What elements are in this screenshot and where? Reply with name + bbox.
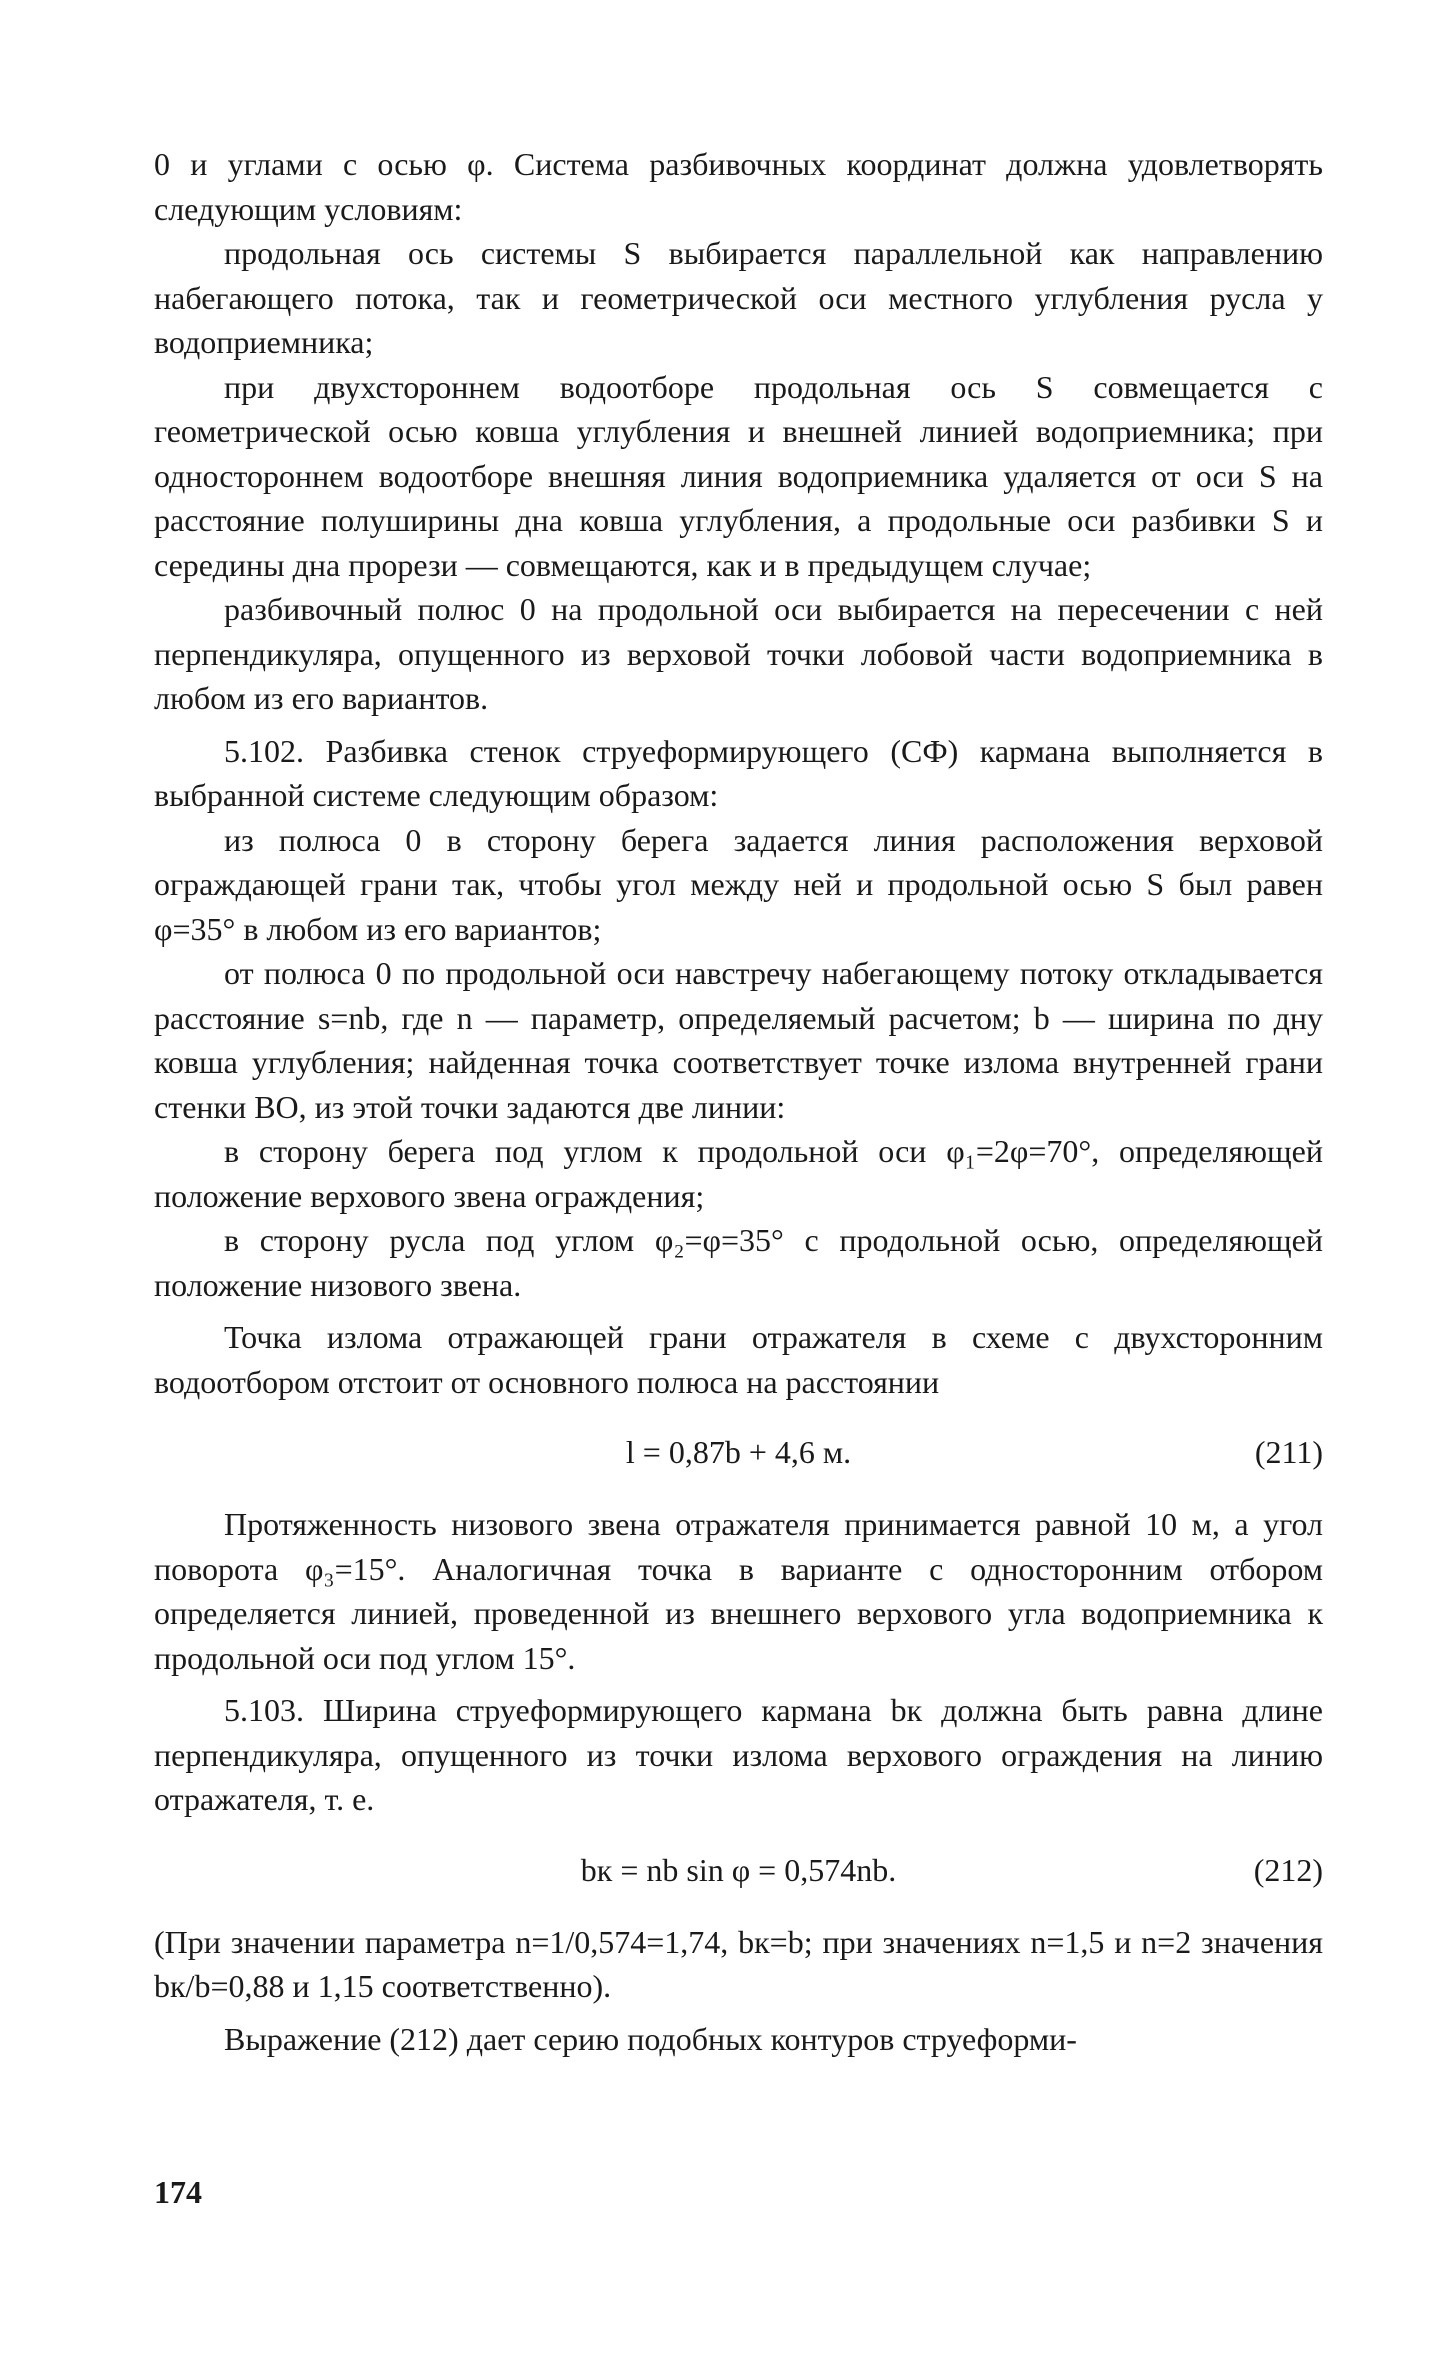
paragraph-condition-axis: продольная ось системы S выбирается параллельной как направлению набегающего потока, так и геометрической оси местного углубления русла у водоприемника; [154, 235, 1323, 360]
paragraph-section-5-103: 5.103. Ширина струеформирующего кармана bк должна быть равна длине перпендикуляра, опущенного из точки излома верхового ограждения на линию отражателя, т. е. [154, 1692, 1323, 1817]
paragraph-step-upper-edge: из полюса 0 в сторону берега задается линия расположения верховой ограждающей грани так, чтобы угол между ней и продольной осью S был равен φ=35° в любом из его вариантов; [154, 821, 1323, 947]
paragraph-expression-212: Выражение (212) дает серию подобных контуров струеформи- [224, 2020, 1077, 2057]
paragraph-section-5-102: 5.102. Разбивка стенок струеформирующего (СФ) кармана выполняется в выбранной системе следующим образом: [154, 732, 1323, 813]
equation-212-expression: bк = nb sin φ = 0,574nb. [580, 1851, 897, 1888]
equation-212-number: (212) [1253, 1851, 1323, 1888]
paragraph-condition-two-sided: при двухстороннем водоотборе продольная ось S совмещается с геометрической осью ковша углубления и внешней линией водоприемника; при одностороннем водоотборе внешняя линия водоприемника удаляется от оси S на расстояние полуширины дна ковша углубления, а продольные оси разбивки S и середины дна прорези — совмещаются, как и в предыдущем случае; [154, 368, 1323, 583]
equation-211-expression: l = 0,87b + 4,6 м. [625, 1434, 852, 1470]
equation-211-number: (211) [1254, 1434, 1323, 1470]
paragraph-lower-link: Протяженность низового звена отражателя принимается равной 10 м, а угол поворота φ₃=15°. Аналогичная точка в варианте с односторонним отбором определяется линией, проведенной из внешнего верхового угла водоприемника к продольной оси под углом 15°. [154, 1506, 1323, 1676]
paragraph-step-distance: от полюса 0 по продольной оси навстречу набегающему потоку откладывается расстояние s=nb, где n — параметр, определяемый расчетом; b — ширина по дну ковша углубления; найденная точка соответствует точке излома внутренней грани стенки ВО, из этой точки задаются две линии: [154, 955, 1323, 1125]
paragraph-line-channel: в сторону русла под углом φ₂=φ=35° с продольной осью, определяющей положение низового звена. [154, 1222, 1323, 1303]
equation-212 [154, 1842, 1323, 1898]
equation-211 [154, 1424, 1323, 1480]
page-number: 174 [154, 2174, 202, 2210]
paragraph-parameter-values: (При значении параметра n=1/0,574=1,74, bк=b; при значениях n=1,5 и n=2 значения bк/b=0,88 и 1,15 соответственно). [154, 1923, 1323, 2004]
paragraph-line-bank: в сторону берега под углом к продольной оси φ₁=2φ=70°, определяющей положение верхового звена ограждения; [154, 1133, 1323, 1214]
paragraph-conditions-intro: 0 и углами с осью φ. Система разбивочных координат должна удовлетворять следующим условиям: [154, 146, 1323, 227]
paragraph-break-point: Точка излома отражающей грани отражателя в схеме с двухсторонним водоотбором отстоит от основного полюса на расстоянии [154, 1319, 1323, 1400]
paragraph-condition-pole: разбивочный полюс 0 на продольной оси выбирается на пересечении с ней перпендикуляра, опущенного из верховой точки лобовой части водоприемника в любом из его вариантов. [154, 591, 1323, 716]
